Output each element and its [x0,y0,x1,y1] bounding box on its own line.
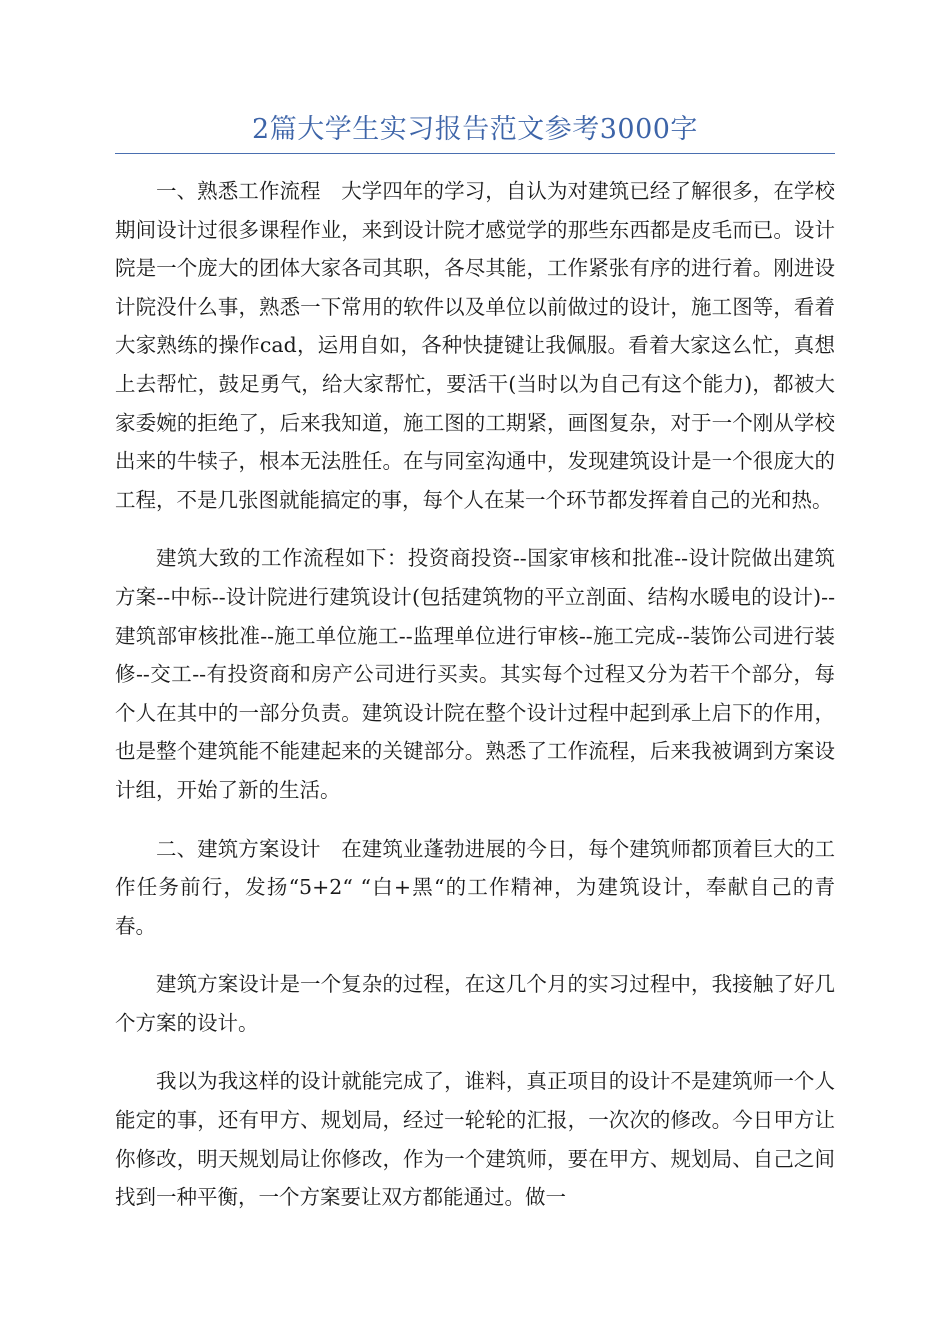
document-title: 2篇大学生实习报告范文参考3000字 [252,114,698,145]
title-underline [115,153,835,154]
paragraph-design-process: 建筑方案设计是一个复杂的过程，在这几个月的实习过程中，我接触了好几个方案的设计。 [115,972,835,1035]
document-body [115,172,835,1237]
paragraph-workflow-steps: 建筑大致的工作流程如下：投资商投资--国家审核和批准--设计院做出建筑方案--中标--设计院进行建筑设计(包括建筑物的平立剖面、结构水暖电的设计)--建筑部审核批准--施工单位施工--监理单位进行审核--施工完成--装饰公司进行装修--交工--有投资商和房产公司进行买卖。其实每个过程又分为若干个部分，每个人在其中的一部分负责。建筑设计院在整个设计过程中起到承上启下的作用，也是整个建筑能不能建起来的关键部分。熟悉了工作流程，后来我被调到方案设计组，开始了新的生活。 [115,546,835,802]
paragraph-work-process: 一、熟悉工作流程 大学四年的学习，自认为对建筑已经了解很多，在学校期间设计过很多课程作业，来到设计院才感觉学的那些东西都是皮毛而已。设计院是一个庞大的团体大家各司其职，各尽其能，工作紧张有序的进行着。刚进设计院没什么事，熟悉一下常用的软件以及单位以前做过的设计，施工图等，看着大家熟练的操作cad，运用自如，各种快捷键让我佩服。看着大家这么忙，真想上去帮忙，鼓足勇气，给大家帮忙，要活干(当时以为自己有这个能力)，都被大家委婉的拒绝了，后来我知道，施工图的工期紧，画图复杂，对于一个刚从学校出来的牛犊子，根本无法胜任。在与同室沟通中，发现建筑设计是一个很庞大的工程，不是几张图就能搞定的事，每个人在某一个环节都发挥着自己的光和热。 [115,179,835,512]
paragraph-scheme-design: 二、建筑方案设计 在建筑业蓬勃进展的今日，每个建筑师都顶着巨大的工作任务前行，发扬“5+2“ “白+黑“的工作精神，为建筑设计，奉献自己的青春。 [115,836,835,938]
paragraph-revisions: 我以为我这样的设计就能完成了，谁料，真正项目的设计不是建筑师一个人能定的事，还有甲方、规划局，经过一轮轮的汇报，一次次的修改。今日甲方让你修改，明天规划局让你修改，作为一个建筑师，要在甲方、规划局、自己之间找到一种平衡，一个方案要让双方都能通过。做一 [115,1069,835,1210]
